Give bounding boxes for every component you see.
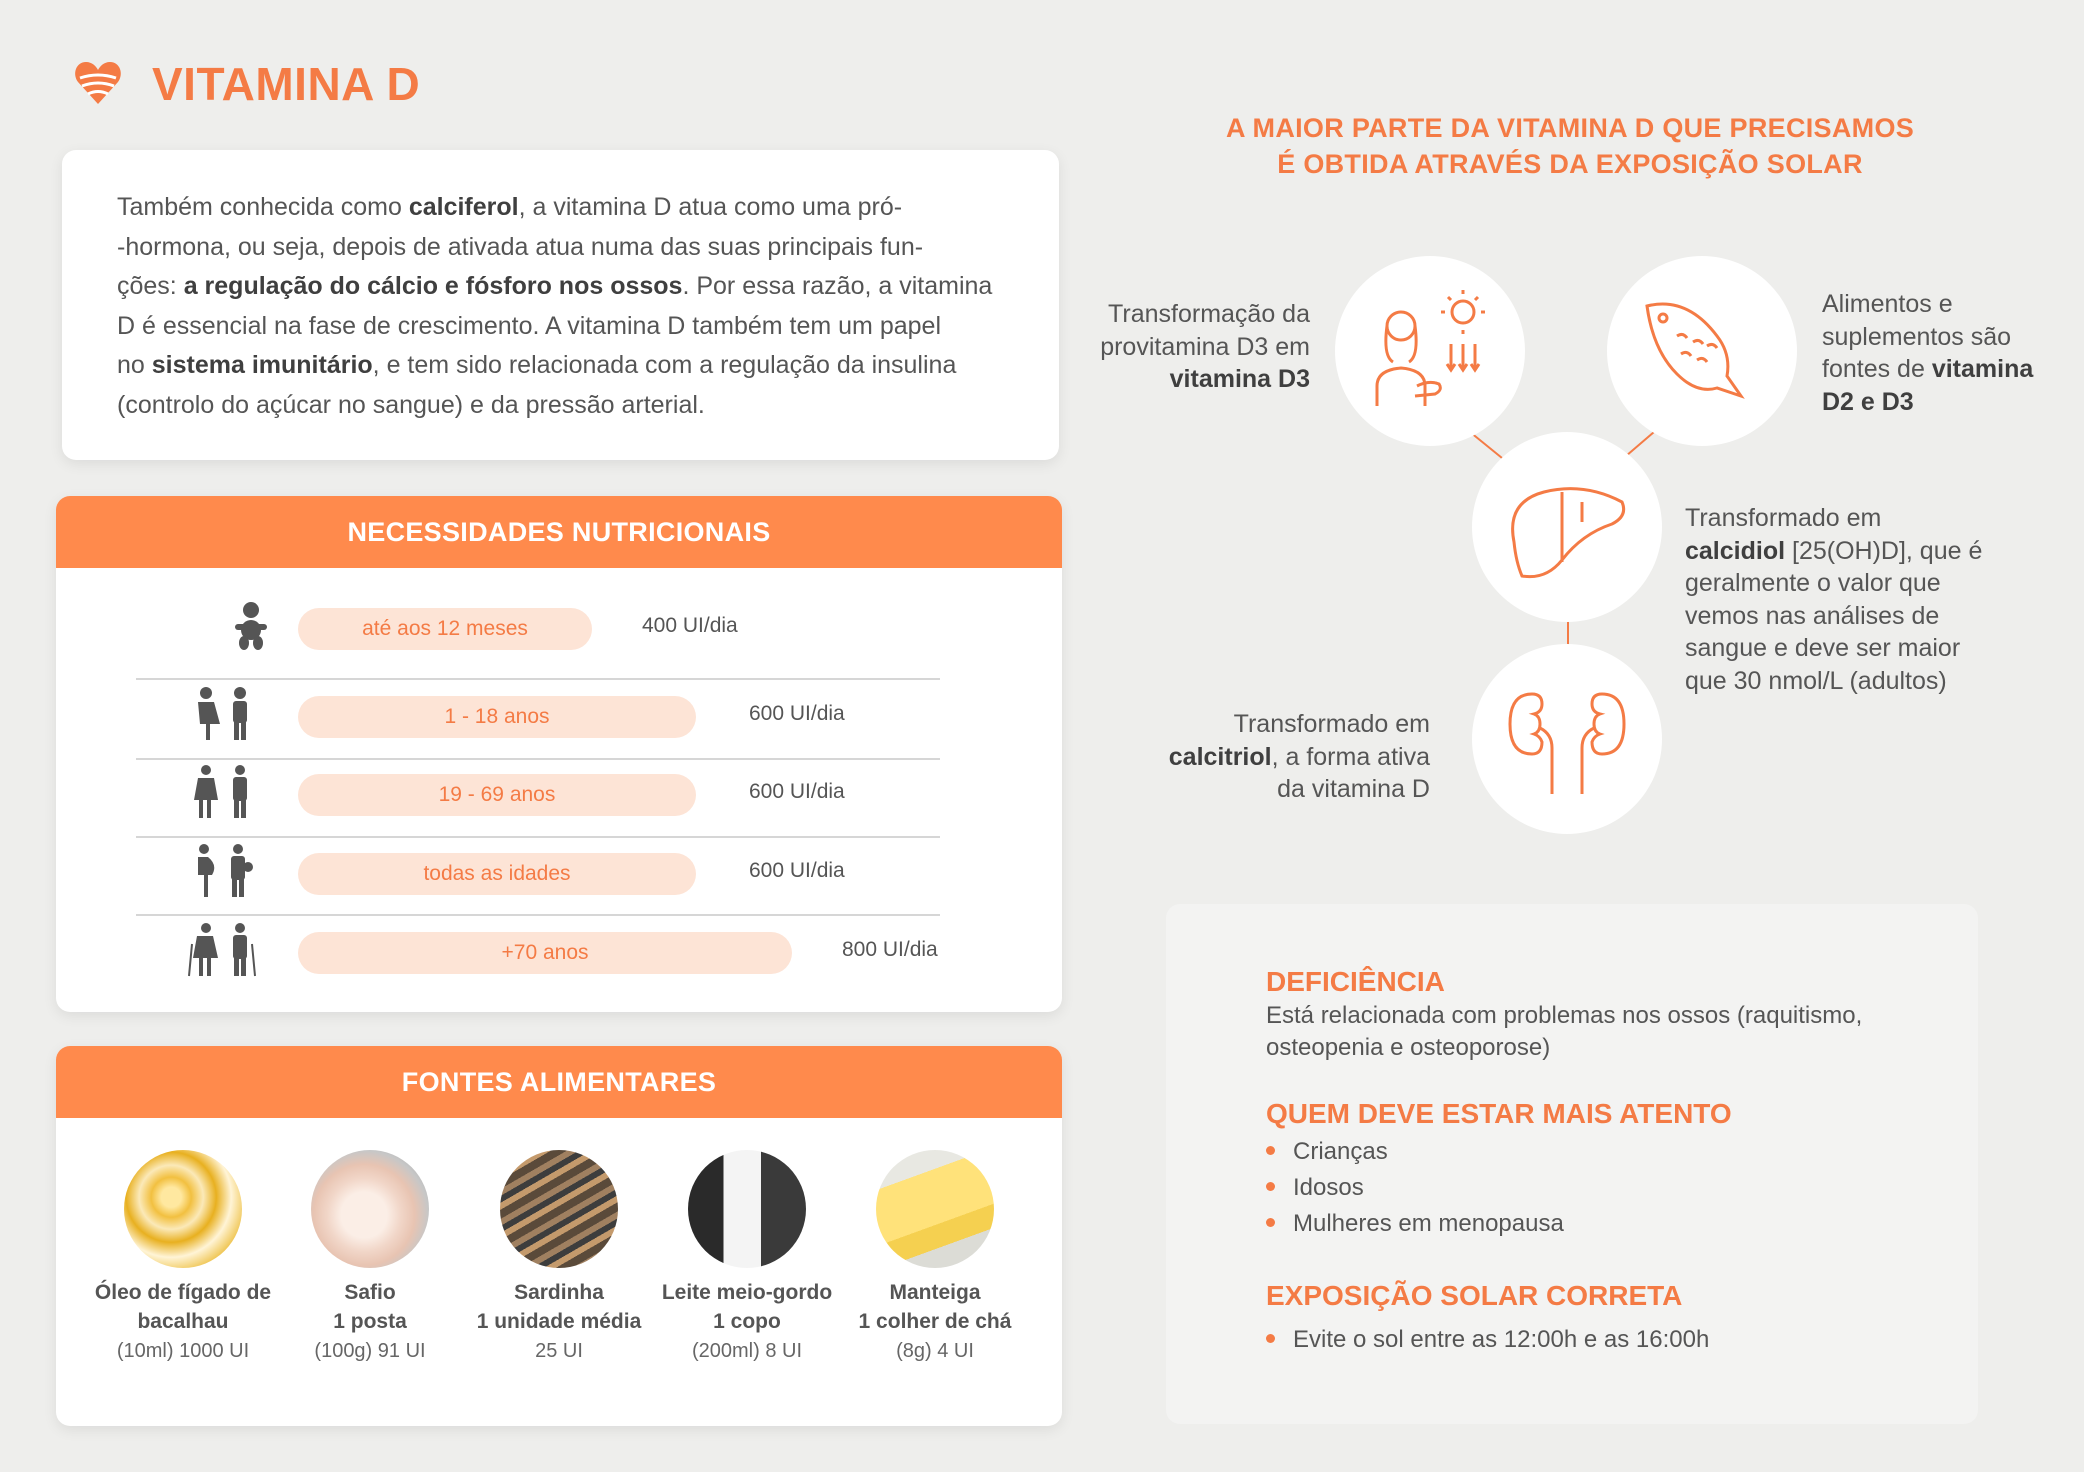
food-name: 1 unidade média xyxy=(476,1310,642,1333)
needs-row xyxy=(56,920,1062,980)
sun-tip-item: Evite o sol entre as 12:00h e as 16:00h xyxy=(1266,1326,1709,1354)
deficiency-card xyxy=(1166,904,1978,1424)
sun-exposure-person-icon xyxy=(1365,286,1495,416)
divider xyxy=(136,836,940,838)
page-title: VITAMINA D xyxy=(152,58,421,110)
kidney-circle xyxy=(1472,644,1662,834)
dose-value: 600 UI/dia xyxy=(749,702,845,725)
liver-step-text: Transformado em calcidiol [25(OH)D], que é geralmente o valor que vemos nas análises de sangue e deve ser maior que 30 nmol/L (adultos) xyxy=(1685,504,1983,695)
needs-row xyxy=(56,841,1062,901)
sardine-photo xyxy=(500,1150,618,1268)
food-amount: (200ml) 8 UI xyxy=(691,1340,803,1362)
conger-eel-photo xyxy=(311,1150,429,1268)
food-name: Sardinha xyxy=(514,1281,604,1304)
food-step-text: Alimentos e suplementos são fontes de vitamina D2 e D3 xyxy=(1822,290,2034,416)
food-name: 1 colher de chá xyxy=(858,1310,1012,1333)
food-amount: (8g) 4 UI xyxy=(896,1340,974,1362)
risk-group-item: Crianças xyxy=(1266,1138,1388,1166)
fish-icon xyxy=(1637,286,1767,416)
food-name: bacalhau xyxy=(137,1310,229,1333)
nutritional-needs-title: NECESSIDADES NUTRICIONAIS xyxy=(56,496,1062,568)
food-amount: (10ml) 1000 UI xyxy=(116,1340,250,1362)
age-group-pill: todas as idades xyxy=(298,853,696,895)
milk-photo xyxy=(688,1150,806,1268)
food-item xyxy=(275,1150,465,1366)
sun-exposure-title: A MAIOR PARTE DA VITAMINA D QUE PRECISAMOS É OBTIDA ATRAVÉS DA EXPOSIÇÃO SOLAR xyxy=(1225,113,1915,179)
food-amount: 25 UI xyxy=(535,1340,583,1362)
adults-icon xyxy=(184,764,264,820)
risk-group-item: Mulheres em menopausa xyxy=(1266,1210,1564,1238)
needs-row xyxy=(56,762,1062,822)
divider xyxy=(136,678,940,680)
food-name: Leite meio-gordo xyxy=(661,1281,833,1304)
age-group-pill: +70 anos xyxy=(298,932,792,974)
food-item xyxy=(464,1150,654,1366)
kidneys-icon xyxy=(1502,674,1632,804)
bullet-icon xyxy=(1266,1182,1275,1191)
butter-photo xyxy=(876,1150,994,1268)
kidney-step-text: Transformado em calcitriol, a forma ativa da vitamina D xyxy=(1168,710,1430,803)
dose-value: 800 UI/dia xyxy=(842,938,938,961)
food-item xyxy=(652,1150,842,1366)
age-group-pill: até aos 12 meses xyxy=(298,608,592,650)
food-name: Safio xyxy=(344,1281,396,1304)
baby-icon xyxy=(211,598,291,654)
intro-card xyxy=(62,150,1059,460)
heart-logo-icon xyxy=(72,56,124,108)
food-item xyxy=(840,1150,1030,1366)
needs-row xyxy=(56,684,1062,744)
food-sources-card xyxy=(56,1046,1062,1426)
food-sources-title: FONTES ALIMENTARES xyxy=(56,1046,1062,1118)
divider xyxy=(136,914,940,916)
food-name: 1 copo xyxy=(713,1310,781,1333)
deficiency-heading: DEFICIÊNCIA xyxy=(1266,966,1445,997)
age-group-pill: 1 - 18 anos xyxy=(298,696,696,738)
food-item xyxy=(88,1150,278,1366)
bullet-icon xyxy=(1266,1146,1275,1155)
bullet-icon xyxy=(1266,1218,1275,1227)
food-name: 1 posta xyxy=(333,1310,407,1333)
bullet-icon xyxy=(1266,1334,1275,1343)
divider xyxy=(136,758,940,760)
elderly-icon xyxy=(184,922,264,978)
intro-text: Também conhecida como calciferol, a vitamina D atua como uma pró- -hormona, ou seja, depois de ativada atua numa das suas principais fun- ções: a regulação do cálcio e fósforo nos ossos. Por essa razão, a vitamina D é essencial na fase de crescimento. A vitamina D também tem um papel no sistema imunitário, e tem sido relacionada com a regulação da insulina (controlo do açúcar no sangue) e da pressão arterial. xyxy=(117,193,993,419)
food-name: Manteiga xyxy=(889,1281,981,1304)
cod-liver-oil-photo xyxy=(124,1150,242,1268)
food-name: Óleo de fígado de xyxy=(94,1281,272,1304)
food-circle xyxy=(1607,256,1797,446)
skin-step-text: Transformação da provitamina D3 em vitamina D3 xyxy=(1100,300,1310,393)
dose-value: 400 UI/dia xyxy=(642,614,738,637)
needs-row xyxy=(56,596,1062,656)
liver-icon xyxy=(1502,462,1632,592)
food-amount: (100g) 91 UI xyxy=(314,1340,426,1362)
age-group-pill: 19 - 69 anos xyxy=(298,774,696,816)
risk-groups-heading: QUEM DEVE ESTAR MAIS ATENTO xyxy=(1266,1098,1732,1129)
sun-skin-circle xyxy=(1335,256,1525,446)
dose-value: 600 UI/dia xyxy=(749,859,845,882)
liver-circle xyxy=(1472,432,1662,622)
children-icon xyxy=(184,686,264,742)
dose-value: 600 UI/dia xyxy=(749,780,845,803)
nutritional-needs-card xyxy=(56,496,1062,1012)
risk-group-item: Idosos xyxy=(1266,1174,1364,1202)
pregnant-family-icon xyxy=(184,843,264,899)
deficiency-text: Está relacionada com problemas nos ossos (raquitismo, osteopenia e osteoporose) xyxy=(1266,1002,1863,1061)
sun-exposure-heading: EXPOSIÇÃO SOLAR CORRETA xyxy=(1266,1280,1683,1311)
